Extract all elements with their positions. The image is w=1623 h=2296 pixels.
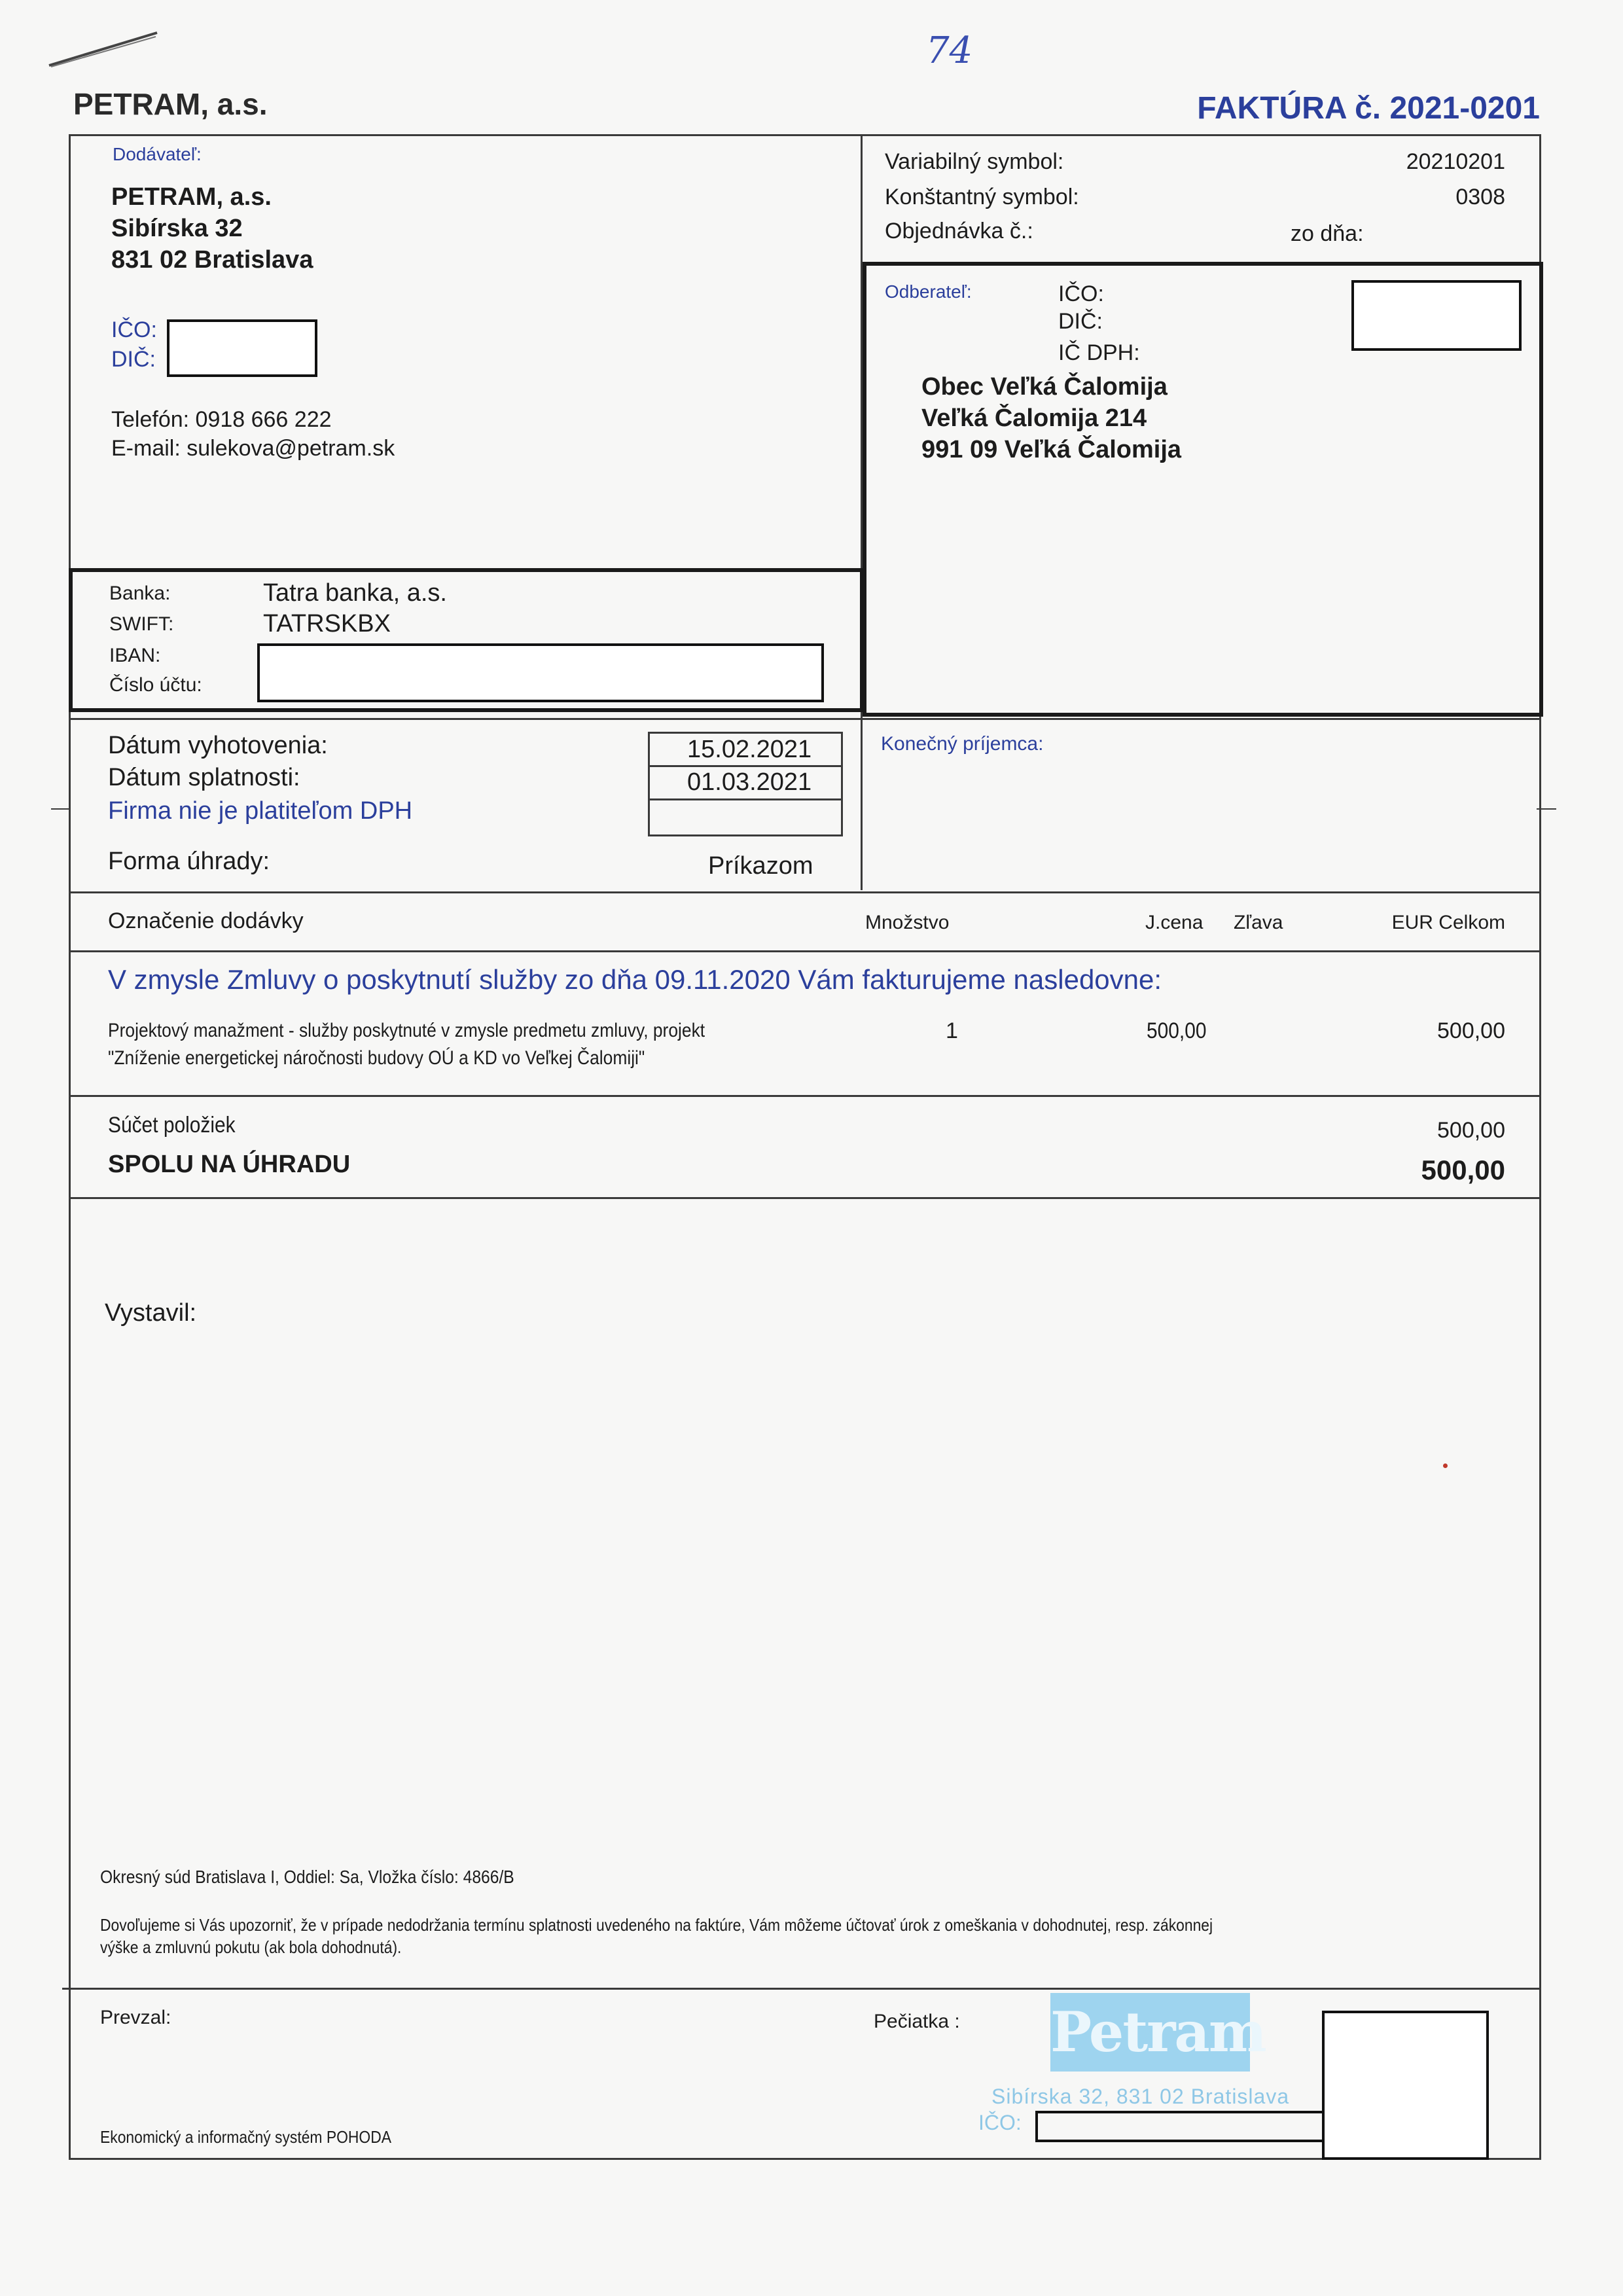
divider <box>648 765 843 767</box>
final-recipient-label: Konečný príjemca: <box>881 733 1044 755</box>
company-header: PETRAM, a.s. <box>73 87 268 121</box>
customer-label: Odberateľ: <box>885 281 972 302</box>
divider <box>69 1197 1541 1199</box>
received-by-label: Prevzal: <box>100 2007 171 2028</box>
item-total: 500,00 <box>1437 1018 1505 1043</box>
customer-dic-label: DIČ: <box>1058 309 1103 334</box>
divider <box>69 1095 1541 1097</box>
supplier-phone: Telefón: 0918 666 222 <box>111 407 332 432</box>
stamp-ico-label: IČO: <box>978 2111 1022 2134</box>
column-header-quantity: Množstvo <box>865 912 950 933</box>
column-header-unit-price: J.cena <box>1145 912 1204 933</box>
supplier-ico-label: IČO: <box>111 317 157 342</box>
customer-name: Obec Veľká Čalomija <box>921 373 1168 401</box>
customer-city: 991 09 Veľká Čalomija <box>921 436 1182 463</box>
account-number-label: Číslo účtu: <box>109 674 202 696</box>
handwritten-page-number: 74 <box>926 29 973 72</box>
supplier-city: 831 02 Bratislava <box>111 246 313 274</box>
due-date-value: 01.03.2021 <box>687 768 812 796</box>
item-description-line1: Projektový manažment - služby poskytnuté v zmysle predmetu zmluvy, projekt <box>108 1020 705 1041</box>
divider <box>69 891 1541 893</box>
payment-method-label: Forma úhrady: <box>108 848 270 875</box>
customer-icdph-label: IČ DPH: <box>1058 340 1140 365</box>
order-date-label: zo dňa: <box>1291 221 1364 246</box>
redacted-customer-ids <box>1351 280 1522 351</box>
supplier-email: E-mail: sulekova@petram.sk <box>111 436 395 461</box>
divider <box>648 798 843 800</box>
scan-dot <box>1443 1463 1448 1468</box>
column-header-description: Označenie dodávky <box>108 908 304 933</box>
stamp-address: Sibírska 32, 831 02 Bratislava <box>991 2085 1290 2108</box>
stamp-logo: Petram <box>1050 1993 1250 2072</box>
swift-value: TATRSKBX <box>263 610 391 637</box>
customer-ico-label: IČO: <box>1058 281 1104 306</box>
invoice-intro: V zmysle Zmluvy o poskytnutí služby zo dňa 09.11.2020 Vám fakturujeme nasledovne: <box>108 964 1162 995</box>
supplier-label: Dodávateľ: <box>113 144 202 164</box>
variable-symbol-value: 20210201 <box>1406 149 1505 174</box>
item-unit-price: 500,00 <box>1147 1018 1207 1043</box>
column-header-discount: Zľava <box>1234 912 1283 933</box>
scan-mark <box>1537 808 1556 810</box>
due-date-label: Dátum splatnosti: <box>108 764 300 791</box>
total-due-label: SPOLU NA ÚHRADU <box>108 1151 351 1178</box>
late-payment-notice-line1: Dovoľujeme si Vás upozorniť, že v prípade nedodržania termínu splatnosti uvedeného na faktúre, Vám môžeme účtovať úrok z omeškania v dohodnutej, resp. zákonnej <box>100 1915 1213 1935</box>
vat-status-note: Firma nie je platiteľom DPH <box>108 797 413 825</box>
scan-mark <box>51 808 71 810</box>
bank-label: Banka: <box>109 583 171 604</box>
pen-mark <box>46 26 164 72</box>
divider <box>62 1988 1541 1990</box>
bank-value: Tatra banka, a.s. <box>263 579 447 607</box>
swift-label: SWIFT: <box>109 613 174 635</box>
order-number-label: Objednávka č.: <box>885 219 1033 243</box>
stamp-label: Pečiatka : <box>874 2011 960 2032</box>
redacted-supplier-ids <box>167 319 317 377</box>
divider <box>69 950 1541 952</box>
total-due-value: 500,00 <box>1421 1155 1505 1185</box>
redacted-stamp-ico <box>1035 2111 1346 2142</box>
court-registration: Okresný súd Bratislava I, Oddiel: Sa, Vložka číslo: 4866/B <box>100 1867 514 1887</box>
supplier-dic-label: DIČ: <box>111 347 156 372</box>
sum-value: 500,00 <box>1437 1118 1505 1143</box>
customer-street: Veľká Čalomija 214 <box>921 404 1147 432</box>
software-credit: Ekonomický a informačný systém POHODA <box>100 2127 392 2147</box>
payment-method-value: Príkazom <box>708 852 813 880</box>
item-description-line2: "Zníženie energetickej náročnosti budovy OÚ a KD vo Veľkej Čalomiji" <box>108 1047 645 1069</box>
redacted-iban <box>257 643 824 702</box>
constant-symbol-value: 0308 <box>1455 185 1505 209</box>
constant-symbol-label: Konštantný symbol: <box>885 185 1079 209</box>
divider <box>69 718 1541 720</box>
iban-label: IBAN: <box>109 645 161 666</box>
issue-date-value: 15.02.2021 <box>687 736 812 763</box>
issue-date-label: Dátum vyhotovenia: <box>108 732 328 759</box>
supplier-name: PETRAM, a.s. <box>111 183 272 211</box>
variable-symbol-label: Variabilný symbol: <box>885 149 1064 174</box>
sum-label: Súčet položiek <box>108 1113 236 1138</box>
supplier-street: Sibírska 32 <box>111 215 243 242</box>
issued-by-label: Vystavil: <box>105 1299 197 1327</box>
invoice-title: FAKTÚRA č. 2021-0201 <box>1197 91 1540 126</box>
column-header-total: EUR Celkom <box>1391 912 1505 933</box>
redacted-signature <box>1322 2011 1489 2160</box>
late-payment-notice-line2: výške a zmluvnú pokutu (ak bola dohodnutá). <box>100 1937 402 1957</box>
item-quantity: 1 <box>946 1018 958 1043</box>
